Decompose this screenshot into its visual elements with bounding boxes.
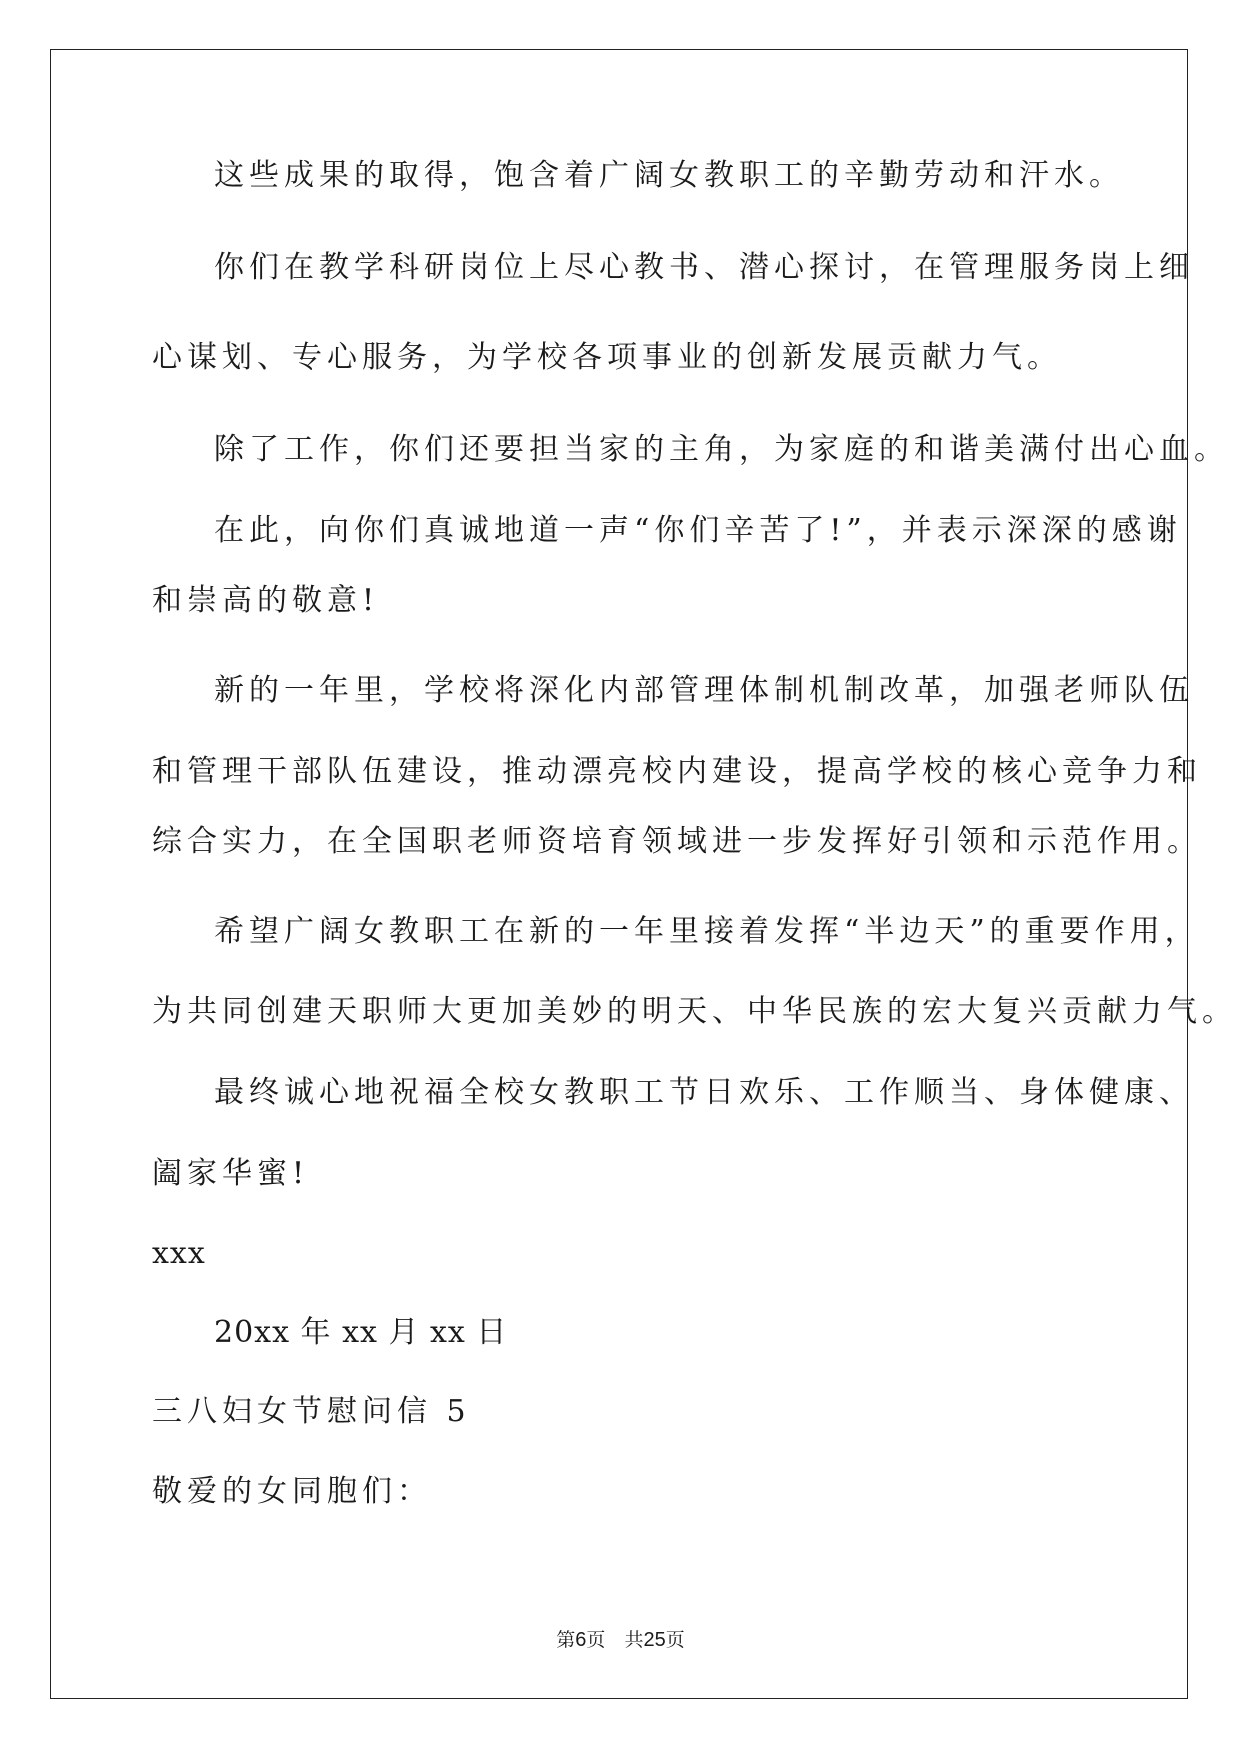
page-border xyxy=(50,49,1188,1699)
body-line-7: 新的一年里，学校将深化内部管理体制机制改革，加强老师队伍 xyxy=(214,673,1194,708)
body-line-3: 心谋划、专心服务，为学校各项事业的创新发展贡献力气。 xyxy=(152,340,1062,375)
footer-total-prefix: 共 xyxy=(624,1629,644,1651)
section-title: 三八妇女节慰问信 5 xyxy=(152,1394,471,1429)
body-line-1: 这些成果的取得，饱含着广阔女教职工的辛勤劳动和汗水。 xyxy=(214,158,1124,193)
body-line-10: 希望广阔女教职工在新的一年里接着发挥“半边天”的重要作用， xyxy=(214,914,1200,949)
footer-page-suffix: 页 xyxy=(586,1629,606,1651)
footer-page-prefix: 第 xyxy=(556,1629,576,1651)
footer-total-pages: 25 xyxy=(643,1629,666,1651)
salutation-line: 敬爱的女同胞们： xyxy=(152,1474,432,1509)
body-line-8: 和管理干部队伍建设，推动漂亮校内建设，提高学校的核心竞争力和 xyxy=(152,754,1202,789)
footer-page-number: 6 xyxy=(575,1629,587,1651)
body-line-5: 在此，向你们真诚地道一声“你们辛苦了!”，并表示深深的感谢 xyxy=(214,513,1182,548)
page-footer xyxy=(0,1628,1241,1652)
date-line: 20xx 年 xx 月 xx 日 xyxy=(214,1315,508,1350)
body-line-13: 阖家华蜜! xyxy=(152,1156,310,1191)
body-line-11: 为共同创建天职师大更加美妙的明天、中华民族的宏大复兴贡献力气。 xyxy=(152,994,1237,1029)
body-line-4: 除了工作，你们还要担当家的主角，为家庭的和谐美满付出心血。 xyxy=(214,432,1229,467)
signature-line: xxx xyxy=(152,1236,206,1271)
body-line-9: 综合实力，在全国职老师资培育领域进一步发挥好引领和示范作用。 xyxy=(152,824,1202,859)
footer-total-suffix: 页 xyxy=(665,1629,685,1651)
body-line-6: 和崇高的敬意! xyxy=(152,583,380,618)
body-line-2: 你们在教学科研岗位上尽心教书、潜心探讨，在管理服务岗上细 xyxy=(214,250,1194,285)
body-line-12: 最终诚心地祝福全校女教职工节日欢乐、工作顺当、身体健康、 xyxy=(214,1075,1194,1110)
